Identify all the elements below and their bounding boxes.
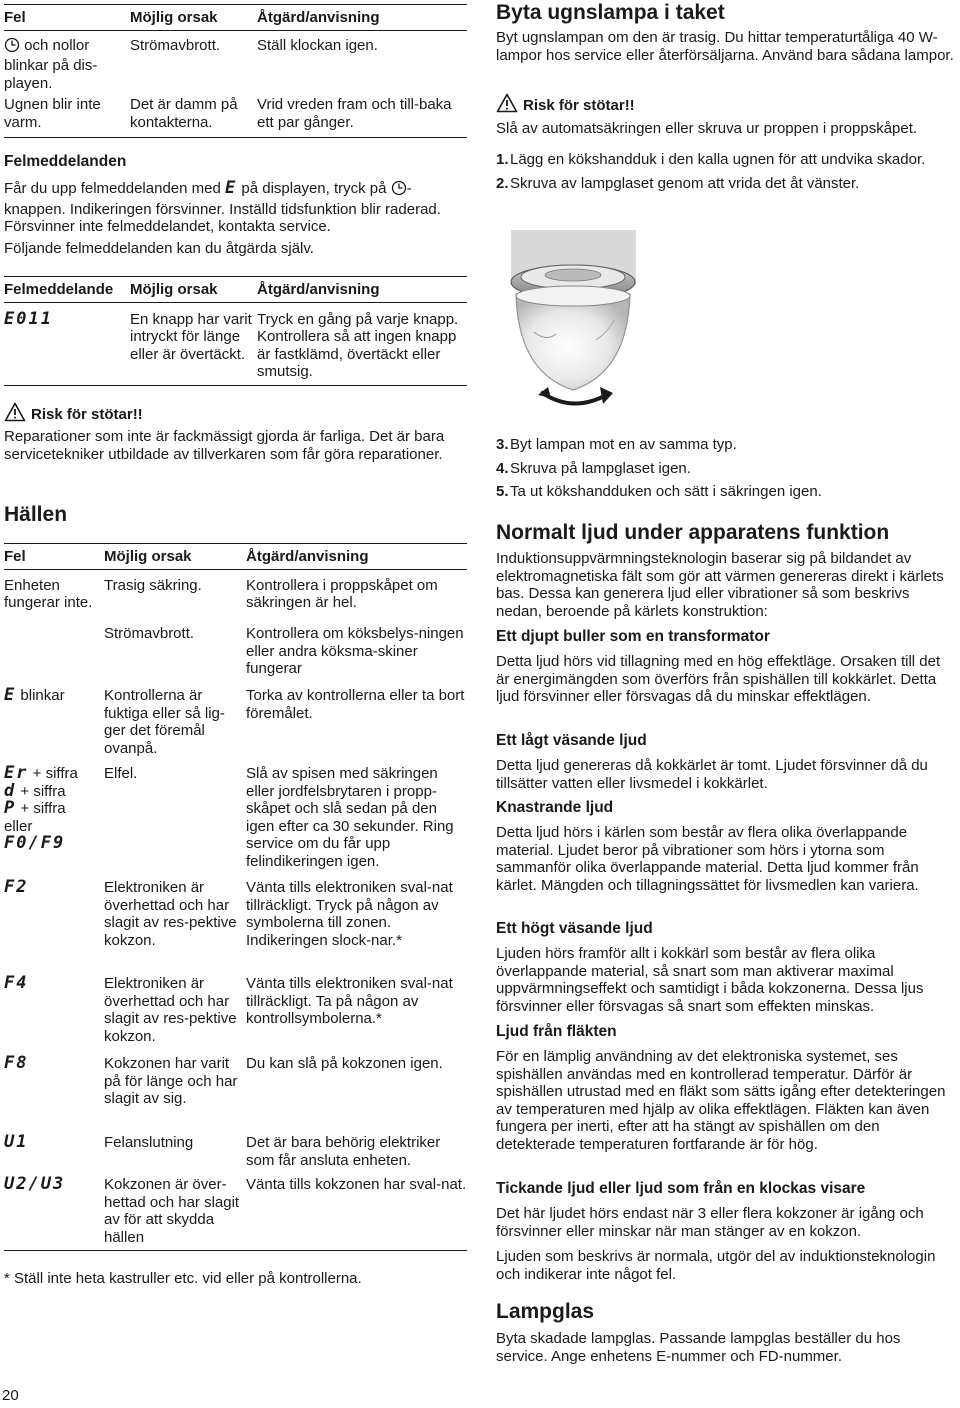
subsection-title: Ett lågt väsande ljud — [496, 732, 647, 749]
warning-icon — [4, 402, 31, 427]
col-header-atgard: Åtgärd/anvisning — [257, 281, 380, 298]
section-heading-byta-ugnslampa: Byta ugnslampa i taket — [496, 1, 725, 24]
byta-intro: Byt ugnslampan om den är trasig. Du hittar temperaturtåliga 40 W-lampor hos service eller återförsäljarna. Använd bara sådana lampor. — [496, 29, 954, 64]
subsection-text: Detta ljud hörs i kärlen som består av flera olika överlappande material. Ljudet beror på vibrationer som hörs i ytorna som sammanför olika överlappande material. Detta ljud kommer från kärlet. Mängden och tillagningssättet för livsmedlen kan variera. — [496, 824, 919, 894]
list-item — [496, 151, 936, 169]
fault-cell — [4, 1176, 104, 1251]
table-row — [4, 1176, 467, 1251]
error-code-text: Er — [4, 763, 29, 783]
cause-cell: Strömavbrott. — [130, 36, 221, 54]
fault-cell — [4, 1055, 104, 1134]
action-cell: Ställ klockan igen. — [257, 36, 378, 54]
subsection-title: Ett djupt buller som en transformator — [496, 628, 770, 645]
fault-cell: Enheten fungerar inte. — [4, 576, 93, 611]
section-heading-lampglas: Lampglas — [496, 1300, 595, 1323]
clock-icon — [4, 37, 20, 58]
action-cell: Torka av kontrollerna eller ta bort föremålet. — [246, 687, 465, 722]
subsection-text: Detta ljud hörs vid tillagning med en hög effektläge. Orsaken till det är energimängden som överförs från spishällen till kokkärlet. Detta ljud försvinner eller försvagas då du minskar effektlägen. — [496, 653, 941, 705]
step-text: Ta ut kökshandduken och sätt i säkringen igen. — [510, 483, 822, 500]
error-code-text: F0/F9 — [4, 833, 66, 853]
cause-cell: Det är damm på kontakterna. — [130, 96, 238, 131]
subsection-text: För en lämplig användning av det elektroniska systemet, ses spishällen användas med en kontrollerad temperatur. Därför är spishällen utrustad med en fläkt som sätts igång efter detekteringen av temperaturen med hjälp av olika effektlägen. Fläkten kan även fungera per inerti, efter att ha stängt av spishällen om den detekterade temperaturen fortfarande är för hög. — [496, 1048, 946, 1153]
warning-text: Reparationer som inte är fackmässigt gjorda är farliga. Det är bara servicetekniker utbildade av tillverkaren som får göra reparationer. — [4, 428, 445, 463]
subsection-title: Ett högt väsande ljud — [496, 920, 653, 937]
table-row — [4, 302, 467, 385]
warning-title-text: Risk för stötar!! — [523, 96, 635, 114]
action-cell: Vrid vreden fram och till-baka ett par gånger. — [257, 96, 452, 131]
step-number: 1. — [496, 151, 509, 168]
error-code-text: F8 — [4, 1053, 29, 1073]
error-message-table — [4, 276, 467, 386]
action-cell: Det är bara behörig elektriker som får ansluta enheten. — [246, 1134, 441, 1169]
fault-cell — [4, 765, 104, 879]
section-heading-normalt-ljud: Normalt ljud under apparatens funktion — [496, 521, 890, 544]
table-row — [4, 975, 467, 1055]
table-row — [4, 687, 467, 765]
col-header-fel: Fel — [4, 548, 26, 565]
text-part: -knappen. Indikeringen försvinner. Inställd tidsfunktion blir raderad. Försvinner inte felmeddelandet, kontakta service. — [4, 180, 441, 235]
action-cell: Vänta tills kokzonen har sval-nat. — [246, 1176, 467, 1193]
text-part: Får du upp felmeddelanden med — [4, 180, 221, 197]
lampglas-text: Byta skadade lampglas. Passande lampglas beställer du hos service. Ange enhetens E-nummer och FD-nummer. — [496, 1330, 901, 1365]
fault-text: blinkar — [20, 687, 65, 704]
section-heading-hallen: Hällen — [4, 503, 68, 526]
step-number: 2. — [496, 174, 509, 192]
error-code-text: U1 — [4, 1132, 29, 1152]
table-row — [4, 1055, 467, 1134]
step-number: 4. — [496, 459, 509, 477]
subsection-title: Tickande ljud eller ljud som från en klockas visare — [496, 1180, 866, 1197]
text-part: på displayen, tryck på — [241, 180, 387, 197]
fault-text: och nollor blinkar på dis-playen. — [4, 36, 98, 92]
cause-cell: Kontrollerna är fuktiga eller så lig-ger det föremål ovanpå. — [104, 687, 225, 757]
table-row — [4, 30, 467, 92]
error-code-text: F2 — [4, 877, 29, 897]
list-item — [496, 175, 936, 193]
fault-text: eller — [4, 817, 33, 835]
step-text: Skruva av lampglaset genom att vrida det åt vänster. — [510, 174, 860, 192]
fault-cell: Ugnen blir inte varm. — [4, 96, 101, 131]
step-number: 3. — [496, 436, 509, 453]
list-item — [496, 483, 936, 501]
clock-icon — [391, 180, 407, 201]
table-row — [4, 625, 467, 687]
fault-text: + siffra — [20, 800, 66, 817]
action-cell: Vänta tills elektroniken sval-nat tillräckligt. Ta på någon av kontrollsymbolerna.* — [246, 975, 453, 1027]
cause-cell: En knapp har varit intryckt för länge eller är övertäckt. — [130, 310, 252, 363]
col-header-atgard: Åtgärd/anvisning — [257, 9, 380, 26]
error-code-text: d — [4, 780, 17, 801]
cause-cell: Strömavbrott. — [104, 625, 195, 642]
warning-text: Slå av automatsäkringen eller skruva ur proppen i proppskåpet. — [496, 120, 918, 137]
action-cell: Kontrollera om köksbelys-ningen eller andra köksma-skiner fungerar — [246, 625, 464, 677]
fault-cell — [4, 975, 104, 1055]
col-header-felmeddelande: Felmeddelande — [4, 281, 114, 298]
cause-cell: Trasig säkring. — [104, 576, 202, 594]
felmeddelanden-paragraph — [4, 180, 459, 236]
fault-cell — [4, 625, 104, 687]
col-header-orsak: Möjlig orsak — [130, 281, 218, 298]
fault-cell — [4, 879, 104, 975]
normalt-outro: Ljuden som beskrivs är normala, utgör del av induktionsteknologin och indikerar inte något fel. — [496, 1248, 936, 1283]
error-code — [4, 302, 130, 385]
cause-cell: Felanslutning — [104, 1134, 194, 1151]
table-row — [4, 879, 467, 975]
error-code-text: F4 — [4, 973, 29, 993]
fault-text: + siffra — [20, 782, 66, 800]
error-code-text: P — [4, 798, 17, 818]
steps-list-b — [496, 436, 936, 501]
table-footnote: * Ställ inte heta kastruller etc. vid eller på kontrollerna. — [4, 1270, 362, 1287]
e-display-symbol: E — [224, 178, 238, 198]
fault-text: + siffra — [32, 765, 78, 782]
fault-cell — [4, 687, 104, 765]
cooktop-fault-table — [4, 543, 467, 1251]
lamp-glass-illustration — [496, 222, 646, 415]
subsection-text: Det här ljudet hörs endast när 3 eller flera kokzoner är igång och försvinner eller minskar när man stänger av en kokzon. — [496, 1205, 924, 1240]
subsection-title: Knastrande ljud — [496, 799, 614, 816]
error-code-text: E011 — [4, 308, 53, 329]
action-cell: Du kan slå på kokzonen igen. — [246, 1055, 443, 1072]
page-number: 20 — [2, 1387, 19, 1404]
warning-icon — [496, 93, 523, 118]
table-row — [4, 92, 467, 138]
cause-cell: Kokzonen har varit på för länge och har slagit av sig. — [104, 1055, 238, 1107]
fault-cell — [4, 1134, 104, 1176]
fault-cell — [4, 30, 130, 92]
warning-title — [4, 402, 143, 427]
table-row — [4, 765, 467, 879]
cause-cell: Elektroniken är överhettad och har slagit av res-pektive kokzon. — [104, 975, 237, 1045]
subsection-title: Ljud från fläkten — [496, 1023, 617, 1040]
subsection-text: Detta ljud genereras då kokkärlet är tomt. Ljudet försvinner då du tillsätter vatten eller livsmedel i kokkärlet. — [496, 757, 928, 792]
normalt-intro: Induktionsuppvärmningsteknologin baserar sig på bildandet av elektromagnetiska fält som gör att värmen genereras direkt i kärlets bas. Dessa kan generera ljud eller vibrationer så som beskrivs nedan, beroende på kärlets konstruktion: — [496, 550, 944, 620]
step-text: Byt lampan mot en av samma typ. — [510, 436, 737, 453]
action-cell: Kontrollera i proppskåpet om säkringen är hel. — [246, 576, 438, 611]
action-cell: Vänta tills elektroniken sval-nat tillräckligt. Tryck på någon av symbolerna till zonen. Indikeringen slock-nar.* — [246, 879, 453, 949]
table-row — [4, 1134, 467, 1176]
steps-list-a — [496, 151, 936, 192]
col-header-orsak: Möjlig orsak — [104, 548, 192, 565]
col-header-orsak: Möjlig orsak — [130, 9, 218, 26]
warning-title — [496, 93, 635, 118]
felmeddelanden-paragraph-2: Följande felmeddelanden kan du åtgärda själv. — [4, 240, 314, 257]
cause-cell: Elektroniken är överhettad och har slagit av res-pektive kokzon. — [104, 879, 237, 949]
col-header-fel: Fel — [4, 9, 26, 26]
warning-title-text: Risk för stötar!! — [31, 405, 143, 423]
step-text: Lägg en kökshandduk i den kalla ugnen för att undvika skador. — [510, 151, 926, 168]
col-header-atgard: Åtgärd/anvisning — [246, 548, 369, 565]
cause-cell: Elfel. — [104, 765, 138, 782]
table-row — [4, 569, 467, 625]
section-heading-felmeddelanden: Felmeddelanden — [4, 153, 127, 170]
error-code-text: E — [4, 685, 17, 705]
cause-cell: Kokzonen är över-hettad och har slagit av för att skydda hällen — [104, 1176, 240, 1246]
list-item — [496, 460, 936, 478]
step-number: 5. — [496, 483, 509, 500]
action-cell: Slå av spisen med säkringen eller jordfelsbrytaren i propp-skåpet och slå sedan på den igen efter ca 30 sekunder. Ring service om du får upp felindikeringen igen. — [246, 765, 454, 870]
step-text: Skruva på lampglaset igen. — [510, 459, 691, 477]
action-cell: Tryck en gång på varje knapp. Kontrollera så att ingen knapp är fastklämd, övertäckt eller smutsig. — [257, 310, 459, 380]
error-code-text: U2/U3 — [4, 1174, 66, 1194]
oven-fault-table — [4, 4, 467, 138]
subsection-text: Ljuden hörs framför allt i kokkärl som består av flera olika överlappande material, så snart som man aktiverar maximal uppvärmningseffekt och samtidigt i båda kokzonerna. Dessa ljus försvinner eller försvagas så snart som effekten minskas. — [496, 945, 924, 1015]
list-item — [496, 436, 936, 454]
